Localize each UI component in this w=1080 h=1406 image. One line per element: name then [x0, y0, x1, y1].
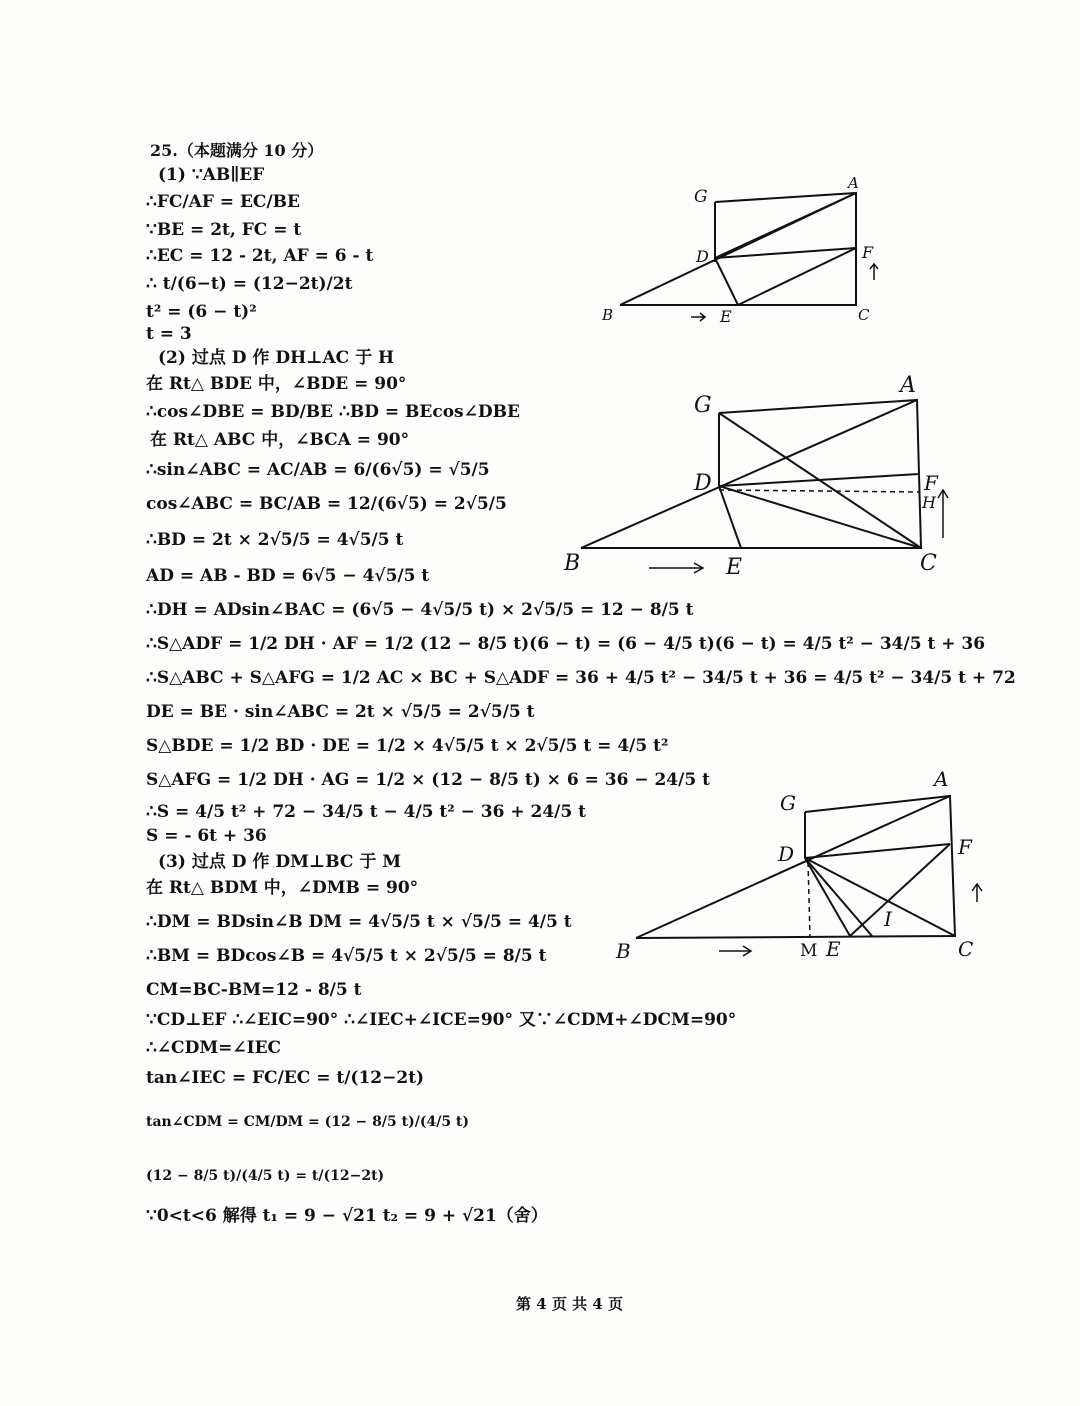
part3-line: 在 Rt△ BDM 中，∠DMB = 90°: [146, 878, 419, 898]
part2-line: DE = BE · sin∠ABC = 2t × √5/5 = 2√5/5 t: [146, 702, 535, 722]
page-footer: 第 4 页 共 4 页: [516, 1295, 623, 1313]
fig3-label-d: D: [778, 842, 795, 866]
part3-line: ∴∠CDM=∠IEC: [146, 1038, 282, 1058]
fig2-label-g: G: [694, 393, 712, 418]
fig1-line: [738, 248, 856, 305]
fig2-label-d: D: [694, 471, 712, 496]
part2-line: ∴DH = ADsin∠BAC = (6√5 − 4√5/5 t) × 2√5/5 = 12 − 8/5 t: [146, 600, 694, 620]
part2-line: S = - 6t + 36: [146, 826, 267, 846]
fig2-line: [719, 486, 741, 548]
fig1-label-g: G: [694, 187, 708, 207]
part2-line: (2) 过点 D 作 DH⊥AC 于 H: [158, 348, 395, 368]
arrow-right-icon: [718, 945, 752, 957]
part2-line: ∴S = 4/5 t² + 72 − 34/5 t − 4/5 t² − 36 + 24/5 t: [146, 802, 586, 822]
fig2-label-a: A: [900, 373, 916, 398]
part3-line: ∵CD⊥EF ∴∠EIC=90° ∴∠IEC+∠ICE=90° 又∵∠CDM+∠DCM=90°: [146, 1010, 737, 1030]
part3-line: CM=BC-BM=12 - 8/5 t: [146, 980, 362, 1000]
fig1-label-d: D: [696, 247, 709, 266]
fig2-label-c: C: [920, 551, 937, 576]
fig2-line: [719, 486, 921, 548]
part3-line: (12 − 8/5 t)/(4/5 t) = t/(12−2t): [146, 1168, 385, 1184]
part1-line: ∵BE = 2t, FC = t: [146, 220, 302, 240]
fig2-line: [581, 400, 917, 548]
arrow-right-icon: [690, 312, 706, 322]
figure-1: [590, 172, 890, 332]
part1-line: (1) ∵AB∥EF: [158, 165, 265, 185]
fig3-label-c: C: [958, 937, 974, 961]
fig3-label-i: I: [884, 907, 892, 931]
fig2-line: [719, 474, 919, 486]
fig1-label-e: E: [720, 307, 732, 326]
question-heading: 25.（本题满分 10 分）: [150, 141, 324, 160]
arrow-right-icon: [648, 562, 704, 574]
part3-line: tan∠IEC = FC/EC = t/(12−2t): [146, 1068, 425, 1088]
arrow-up-icon: [970, 882, 984, 904]
part2-line: ∴BD = 2t × 2√5/5 = 4√5/5 t: [146, 530, 404, 550]
fig3-label-f: F: [958, 835, 972, 859]
part3-line: tan∠CDM = CM/DM = (12 − 8/5 t)/(4/5 t): [146, 1114, 470, 1130]
part3-line: ∴BM = BDcos∠B = 4√5/5 t × 2√5/5 = 8/5 t: [146, 946, 547, 966]
fig3-label-b: B: [616, 939, 631, 963]
fig3-label-e: E: [826, 937, 841, 961]
fig1-label-b: B: [602, 306, 614, 324]
part2-line: ∴cos∠DBE = BD/BE ∴BD = BEcos∠DBE: [146, 402, 520, 422]
fig1-label-a: A: [848, 174, 859, 192]
part1-line: ∴EC = 12 - 2t, AF = 6 - t: [146, 246, 374, 266]
fig1-line: [715, 193, 856, 258]
fig1-label-c: C: [858, 306, 870, 324]
arrow-up-icon: [868, 262, 880, 282]
fig3-label-g: G: [780, 791, 796, 815]
part2-line: S△AFG = 1/2 DH · AG = 1/2 × (12 − 8/5 t) × 6 = 36 − 24/5 t: [146, 770, 710, 790]
part3-line: (3) 过点 D 作 DM⊥BC 于 M: [158, 852, 402, 872]
part2-line: ∴S△ADF = 1/2 DH · AF = 1/2 (12 − 8/5 t)(6 − t) = (6 − 4/5 t)(6 − t) = 4/5 t² − 34/5 t + 36: [146, 634, 986, 654]
fig2-dashed: [719, 490, 919, 492]
fig2-label-e: E: [726, 555, 743, 580]
part2-line: ∴S△ABC + S△AFG = 1/2 AC × BC + S△ADF = 36 + 4/5 t² − 34/5 t + 36 = 4/5 t² − 34/5 t + 72: [146, 668, 1016, 688]
part2-line: 在 Rt△ ABC 中，∠BCA = 90°: [150, 430, 410, 450]
part2-line: S△BDE = 1/2 BD · DE = 1/2 × 4√5/5 t × 2√5/5 t = 4/5 t²: [146, 736, 669, 756]
part1-line: t = 3: [146, 324, 192, 344]
fig2-label-h: H: [922, 493, 936, 512]
part1-line: t² = (6 − t)²: [146, 302, 257, 322]
fig1-label-f: F: [862, 243, 874, 262]
fig1-line: [715, 258, 738, 305]
arrow-up-icon: [936, 488, 950, 540]
part2-line: ∴sin∠ABC = AC/AB = 6/(6√5) = √5/5: [146, 460, 490, 480]
part2-line: 在 Rt△ BDE 中，∠BDE = 90°: [146, 374, 407, 394]
figure-2: [556, 368, 956, 578]
fig2-label-f: F: [924, 471, 938, 495]
part1-line: ∴FC/AF = EC/BE: [146, 192, 300, 212]
fig3-label-a: A: [934, 767, 949, 791]
part3-line: ∵0<t<6 解得 t₁ = 9 − √21 t₂ = 9 + √21（舍）: [146, 1206, 548, 1226]
fig3-line: [805, 858, 872, 936]
part1-line: ∴ t/(6−t) = (12−2t)/2t: [146, 274, 353, 294]
part3-line: ∴DM = BDsin∠B DM = 4√5/5 t × √5/5 = 4/5 t: [146, 912, 572, 932]
part2-line: AD = AB - BD = 6√5 − 4√5/5 t: [146, 566, 430, 586]
part2-line: cos∠ABC = BC/AB = 12/(6√5) = 2√5/5: [146, 494, 507, 514]
fig3-label-m: M: [800, 941, 818, 961]
fig2-label-b: B: [564, 551, 581, 576]
fig3-line: [636, 796, 950, 938]
figure-3: [610, 766, 990, 966]
fig3-dashed: [808, 862, 810, 936]
